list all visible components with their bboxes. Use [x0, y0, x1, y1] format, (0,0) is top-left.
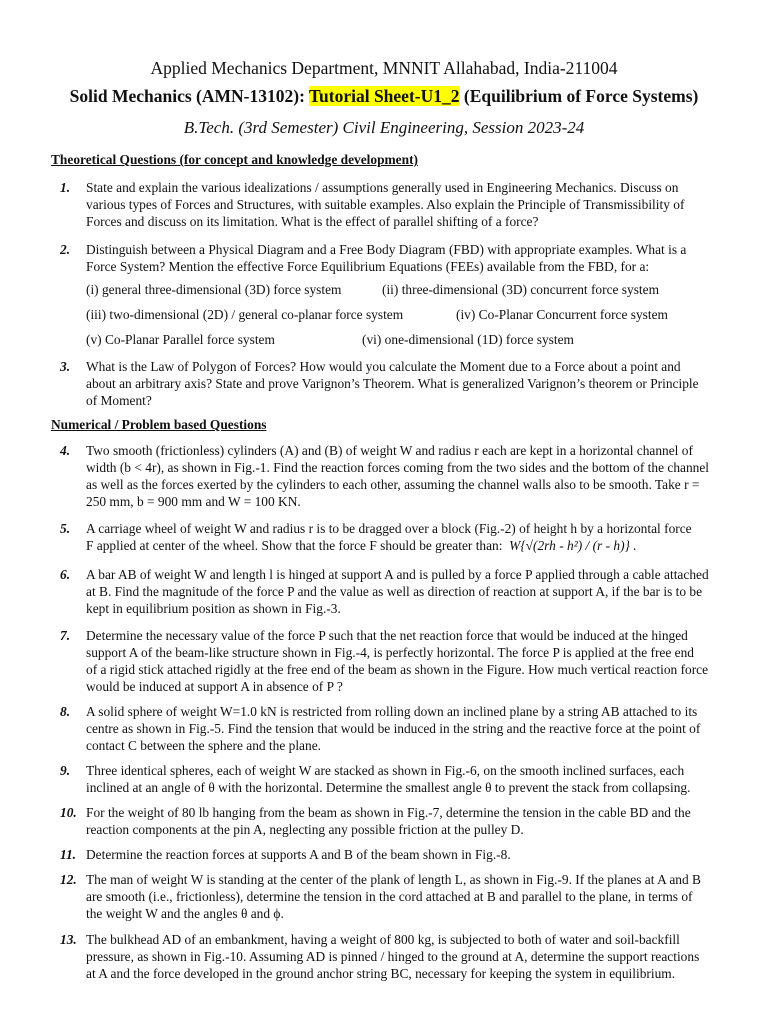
question-number: 6. [60, 567, 71, 582]
question-line: The man of weight W is standing at the center of the plank of length L, as shown in Fig.-9. If the planes at A and B [86, 872, 701, 887]
question-line: Three identical spheres, each of weight W are stacked as shown in Fig.-6, on the smooth inclined surfaces, each [86, 763, 685, 778]
question-9 [60, 762, 734, 796]
option-v: (v) Co-Planar Parallel force system [86, 332, 275, 347]
question-5 [60, 520, 734, 560]
question-line: Two smooth (frictionless) cylinders (A) and (B) of weight W and radius r each are kept in a horizontal channel of [86, 443, 693, 458]
force-formula: W{√(2rh - h²) / (r - h)} . [509, 538, 637, 553]
question-line: F applied at center of the wheel. Show that the force F should be greater than: [86, 538, 503, 553]
question-line: What is the Law of Polygon of Forces? How would you calculate the Moment due to a Force about a point and [86, 359, 681, 374]
question-line: of a rigid stick attached rigidly at the free end of the beam as shown in the Figure. How much vertical reaction force [86, 662, 709, 677]
question-line: A bar AB of weight W and length l is hinged at support A and is pulled by a force P applied through a cable attached [86, 567, 709, 582]
question-line: 250 mm, b = 900 mm and W = 100 KN. [86, 494, 301, 509]
question-number: 4. [60, 443, 71, 458]
section-theoretical: Theoretical Questions (for concept and knowledge development) [51, 152, 418, 167]
question-line: centre as shown in Fig.-5. Find the tension that would be induced in the string and the reactive force at the point of [86, 721, 701, 736]
question-line: Distinguish between a Physical Diagram and a Free Body Diagram (FBD) with appropriate examples. What is a [86, 242, 687, 257]
question-line: For the weight of 80 lb hanging from the beam as shown in Fig.-7, determine the tension in the cable BD and the [86, 805, 691, 820]
question-2 [60, 241, 734, 351]
question-line: A solid sphere of weight W=1.0 kN is restricted from rolling down an inclined plane by a string AB attached to its [86, 704, 698, 719]
question-line: A carriage wheel of weight W and radius r is to be dragged over a block (Fig.-2) of height h by a horizontal force [86, 521, 692, 536]
question-line: at B. Find the magnitude of the force P and the value as well as direction of reaction at support A, if the bar is to be [86, 584, 703, 599]
department-heading: Applied Mechanics Department, MNNIT Allahabad, India-211004 [150, 58, 618, 78]
course-suffix: (Equilibrium of Force Systems) [459, 86, 699, 106]
question-number: 3. [60, 359, 71, 374]
question-number: 2. [60, 242, 71, 257]
question-number: 8. [60, 704, 71, 719]
question-line: inclined at an angle of θ with the horizontal. Determine the smallest angle θ to prevent the stack from collapsing. [86, 780, 691, 795]
program-line: B.Tech. (3rd Semester) Civil Engineering, Session 2023-24 [183, 118, 585, 137]
question-11 [60, 846, 734, 863]
question-line: various types of Forces and Structures, with suitable examples. Also explain the Principle of Transmissibility of [86, 197, 685, 212]
question-number: 5. [60, 521, 71, 536]
question-line: support A of the beam-like structure shown in Fig.-4, is perfectly horizontal. The force P is applied at the free end [86, 645, 694, 660]
question-1 [60, 179, 734, 230]
question-line: State and explain the various idealizations / assumptions generally used in Engineering Mechanics. Discuss on [86, 180, 679, 195]
question-7 [60, 627, 734, 695]
question-number: 10. [60, 805, 77, 820]
question-line: are smooth (i.e., frictionless), determine the tension in the cord attached at B and parallel to the plane, in terms of [86, 889, 693, 904]
option-iv: (iv) Co-Planar Concurrent force system [456, 307, 668, 322]
question-line: of Moment? [86, 393, 152, 408]
sheet-name-highlight: Tutorial Sheet-U1_2 [308, 86, 460, 106]
question-line: Force System? Mention the effective Force Equilibrium Equations (FEEs) available from the FBD, for a: [86, 259, 650, 274]
question-10 [60, 804, 734, 838]
question-number: 13. [60, 932, 77, 947]
question-line: kept in equilibrium position as shown in Fig.-3. [86, 601, 341, 616]
question-line: The bulkhead AD of an embankment, having a weight of 800 kg, is subjected to both of water and soil-backfill [86, 932, 680, 947]
question-6 [60, 566, 734, 617]
question-line: would be induced at support A in absence of P ? [86, 679, 343, 694]
question-line: Determine the necessary value of the force P such that the net reaction force that would be induced at the hinged [86, 628, 688, 643]
question-number: 12. [60, 872, 77, 887]
question-number: 1. [60, 180, 71, 195]
section-numerical: Numerical / Problem based Questions [51, 417, 267, 432]
question-3 [60, 358, 734, 409]
question-12 [60, 871, 734, 922]
question-4 [60, 442, 734, 510]
option-vi: (vi) one-dimensional (1D) force system [362, 332, 574, 347]
question-line: the weight W and the angles θ and ϕ. [86, 906, 284, 921]
question-line: reaction components at the pin A, neglecting any possible friction at the pulley D. [86, 822, 524, 837]
question-line: pressure, as shown in Fig.-10. Assuming AD is pinned / hinged to the ground at A, determine the support reactions [86, 949, 700, 964]
question-number: 11. [60, 847, 76, 862]
option-iii: (iii) two-dimensional (2D) / general co-planar force system [86, 307, 404, 322]
question-line: width (b < 4r), as shown in Fig.-1. Find the reaction forces coming from the two sides and the bottom of the channel [86, 460, 710, 475]
question-line: about an arbitrary axis? State and prove Varignon’s Theorem. What is generalized Varignon’s theorem or Principle [86, 376, 699, 391]
course-title [0, 86, 768, 107]
question-13 [60, 931, 734, 982]
question-line: as well as the forces exerted by the cylinders to each other, assuming the channel walls also to be smooth. Take r = [86, 477, 700, 492]
option-i: (i) general three-dimensional (3D) force system [86, 282, 342, 297]
question-line: contact C between the sphere and the plane. [86, 738, 321, 753]
question-line: Determine the reaction forces at supports A and B of the beam shown in Fig.-8. [86, 847, 511, 862]
question-line: Forces and discuss on its limitation. What is the effect of parallel shifting of a force? [86, 214, 539, 229]
course-prefix: Solid Mechanics (AMN-13102): [69, 86, 309, 106]
option-ii: (ii) three-dimensional (3D) concurrent force system [382, 282, 660, 297]
question-number: 7. [60, 628, 71, 643]
question-number: 9. [60, 763, 71, 778]
question-line: at A and the force developed in the ground anchor string BC, necessary for keeping the system in equilibrium. [86, 966, 676, 981]
question-8 [60, 703, 734, 754]
